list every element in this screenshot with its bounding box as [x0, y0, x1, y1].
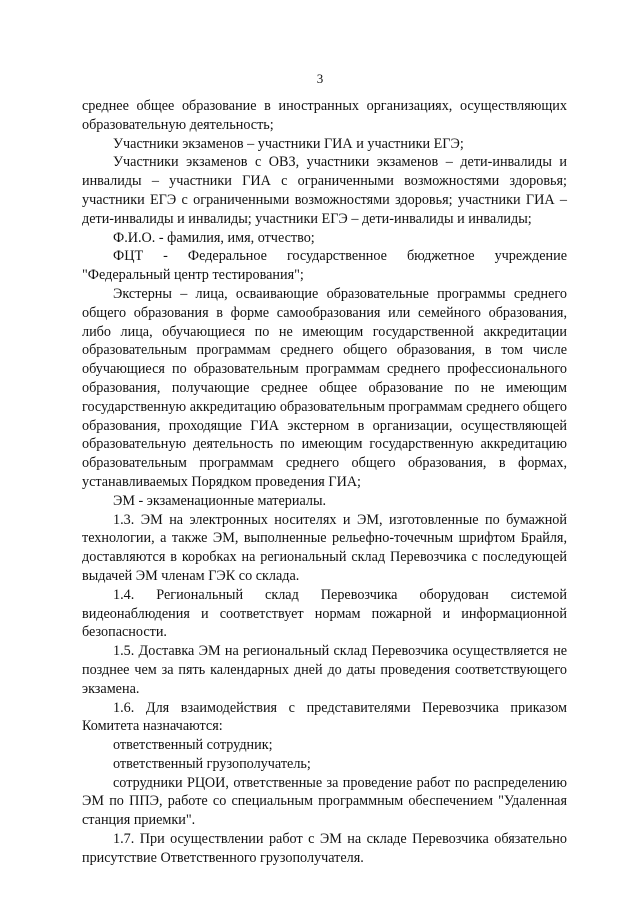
page-number: 3 — [316, 71, 324, 86]
paragraph: среднее общее образование в иностранных организациях, осуществляющих образовательную деятельность; — [82, 98, 567, 133]
paragraph: Экстерны – лица, осваивающие образовательные программы среднего общего образования в форме самообразования или семейного образования, либо лица, обучающиеся по не имеющим государственной аккредитации образовательным программам среднего общего образования, в том числе обучающиеся по образовательным программам среднего профессионального образования, получающие среднее общее образование по не имеющим государственную аккредитацию образовательным программам среднего общего образования, проходящие ГИА экстерном в организации, осуществляющей образовательную деятельность по имеющим государственную аккредитацию образовательным программам среднего общего образования, в формах, устанавливаемых Порядком проведения ГИА; — [82, 285, 567, 490]
paragraph: ответственный грузополучатель; — [113, 755, 311, 772]
paragraph: Ф.И.О. - фамилия, имя, отчество; — [113, 229, 315, 246]
paragraph: 1.4. Региональный склад Перевозчика оборудован системой видеонаблюдения и соответствует нормам пожарной и информационной безопасности. — [82, 586, 567, 641]
paragraph: ответственный сотрудник; — [113, 737, 273, 754]
paragraph: ФЦТ - Федеральное государственное бюджетное учреждение "Федеральный центр тестирования"; — [82, 248, 567, 284]
paragraph: 1.6. Для взаимодействия с представителями Перевозчика приказом Комитета назначаются: — [82, 699, 567, 735]
paragraph: 1.5. Доставка ЭМ на региональный склад Перевозчика осуществляется не позднее чем за пять календарных дней до даты проведения соответствующего экзамена. — [82, 643, 567, 697]
paragraph: Участники экзаменов – участники ГИА и участники ЕГЭ; — [113, 135, 464, 152]
paragraph: 1.3. ЭМ на электронных носителях и ЭМ, изготовленные по бумажной технологии, а также ЭМ, выполненные рельефно-точечным шрифтом Брайля, доставляются в коробках на региональный склад Перевозчика с последующей выдачей ЭМ членам ГЭК со склада. — [82, 511, 567, 584]
paragraph: ЭМ - экзаменационные материалы. — [113, 492, 327, 509]
paragraph: 1.7. При осуществлении работ с ЭМ на складе Перевозчика обязательно присутствие Ответственного грузополучателя. — [82, 831, 567, 866]
paragraph: Участники экзаменов с ОВЗ, участники экзаменов – дети-инвалиды и инвалиды – участники ГИА с ограниченными возможностями здоровья; участники ЕГЭ с ограниченными возможностями здоровья; участники ГИА – дети-инвалиды и инвалиды; участники ЕГЭ – дети-инвалиды и инвалиды; — [82, 154, 567, 227]
document-body — [82, 97, 567, 868]
paragraph: сотрудники РЦОИ, ответственные за проведение работ по распределению ЭМ по ППЭ, работе со специальным программным обеспечением "Удаленная станция приемки". — [82, 774, 567, 829]
